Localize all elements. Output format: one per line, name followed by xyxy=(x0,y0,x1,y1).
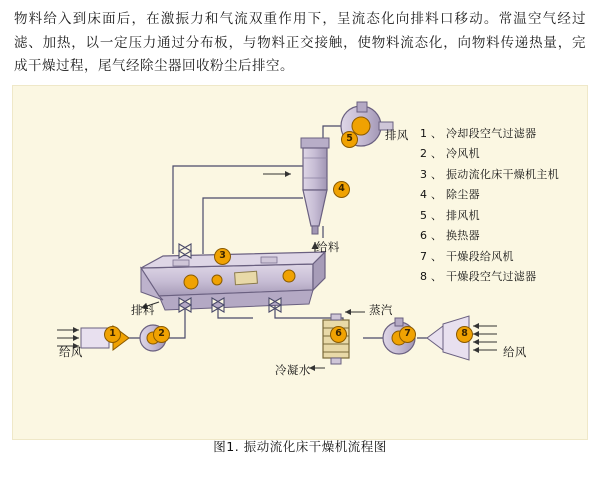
legend-label: 干燥段空气过滤器 xyxy=(446,270,537,284)
legend-label: 冷却段空气过滤器 xyxy=(446,126,537,140)
legend-number: 8 xyxy=(420,270,427,284)
legend-separator: 、 xyxy=(431,208,442,222)
legend-number: 2 xyxy=(420,147,427,161)
legend-separator: 、 xyxy=(431,229,442,243)
equipment-badge-7[interactable]: 7 xyxy=(399,326,416,343)
label-feed: 给料 xyxy=(316,239,340,254)
legend-separator: 、 xyxy=(431,188,442,202)
legend-number: 7 xyxy=(420,249,427,263)
intro-text: 物料给入到床面后，在激振力和气流双重作用下，呈流态化向排料口移动。常温空气经过滤、加热，以一定压力通过分布板，与物料正交接触，使物料流态化，向物料传递热量，完成干燥过程，尾气经除尘器回收粉尘后排空。 xyxy=(14,11,586,75)
legend-separator: 、 xyxy=(431,249,442,263)
legend-separator: 、 xyxy=(431,126,442,140)
legend-item xyxy=(413,210,583,221)
legend-number: 3 xyxy=(420,167,427,181)
legend-label: 除尘器 xyxy=(446,188,480,202)
legend-separator: 、 xyxy=(431,167,442,181)
legend-label: 排风机 xyxy=(446,208,480,222)
figure-caption: 图1. 振动流化床干燥机流程图 xyxy=(213,439,387,454)
label-discharge: 排料 xyxy=(131,302,155,317)
intro-paragraph xyxy=(0,0,600,83)
legend-item xyxy=(413,148,583,159)
label-steam: 蒸汽 xyxy=(369,302,393,317)
label-exhaust-air: 排风 xyxy=(385,127,409,142)
legend-item xyxy=(413,169,583,180)
legend-number: 4 xyxy=(420,188,427,202)
legend-item xyxy=(413,251,583,262)
equipment-badge-8[interactable]: 8 xyxy=(456,326,473,343)
equipment-legend xyxy=(413,128,583,292)
equipment-badge-5[interactable]: 5 xyxy=(341,131,358,148)
label-air-supply-right: 给风 xyxy=(503,344,527,359)
process-flow-figure xyxy=(12,85,588,440)
legend-number: 5 xyxy=(420,208,427,222)
legend-label: 冷风机 xyxy=(446,147,480,161)
equipment-badge-4[interactable]: 4 xyxy=(333,181,350,198)
legend-item xyxy=(413,128,583,139)
legend-separator: 、 xyxy=(431,270,442,284)
legend-item xyxy=(413,189,583,200)
legend-label: 干燥段给风机 xyxy=(446,249,514,263)
label-condensate: 冷凝水 xyxy=(275,362,311,377)
cyclone-separator xyxy=(301,138,329,234)
equipment-badge-6[interactable]: 6 xyxy=(330,326,347,343)
legend-item xyxy=(413,271,583,282)
equipment-badge-1[interactable]: 1 xyxy=(104,326,121,343)
label-air-supply-left: 给风 xyxy=(59,344,83,359)
equipment-badge-2[interactable]: 2 xyxy=(153,326,170,343)
fluid-bed-dryer-body xyxy=(141,252,325,310)
equipment-badge-3[interactable]: 3 xyxy=(214,248,231,265)
legend-label: 振动流化床干燥机主机 xyxy=(446,167,559,181)
legend-item xyxy=(413,230,583,241)
legend-number: 1 xyxy=(420,126,427,140)
legend-number: 6 xyxy=(420,229,427,243)
legend-separator: 、 xyxy=(431,147,442,161)
legend-label: 换热器 xyxy=(446,229,480,243)
